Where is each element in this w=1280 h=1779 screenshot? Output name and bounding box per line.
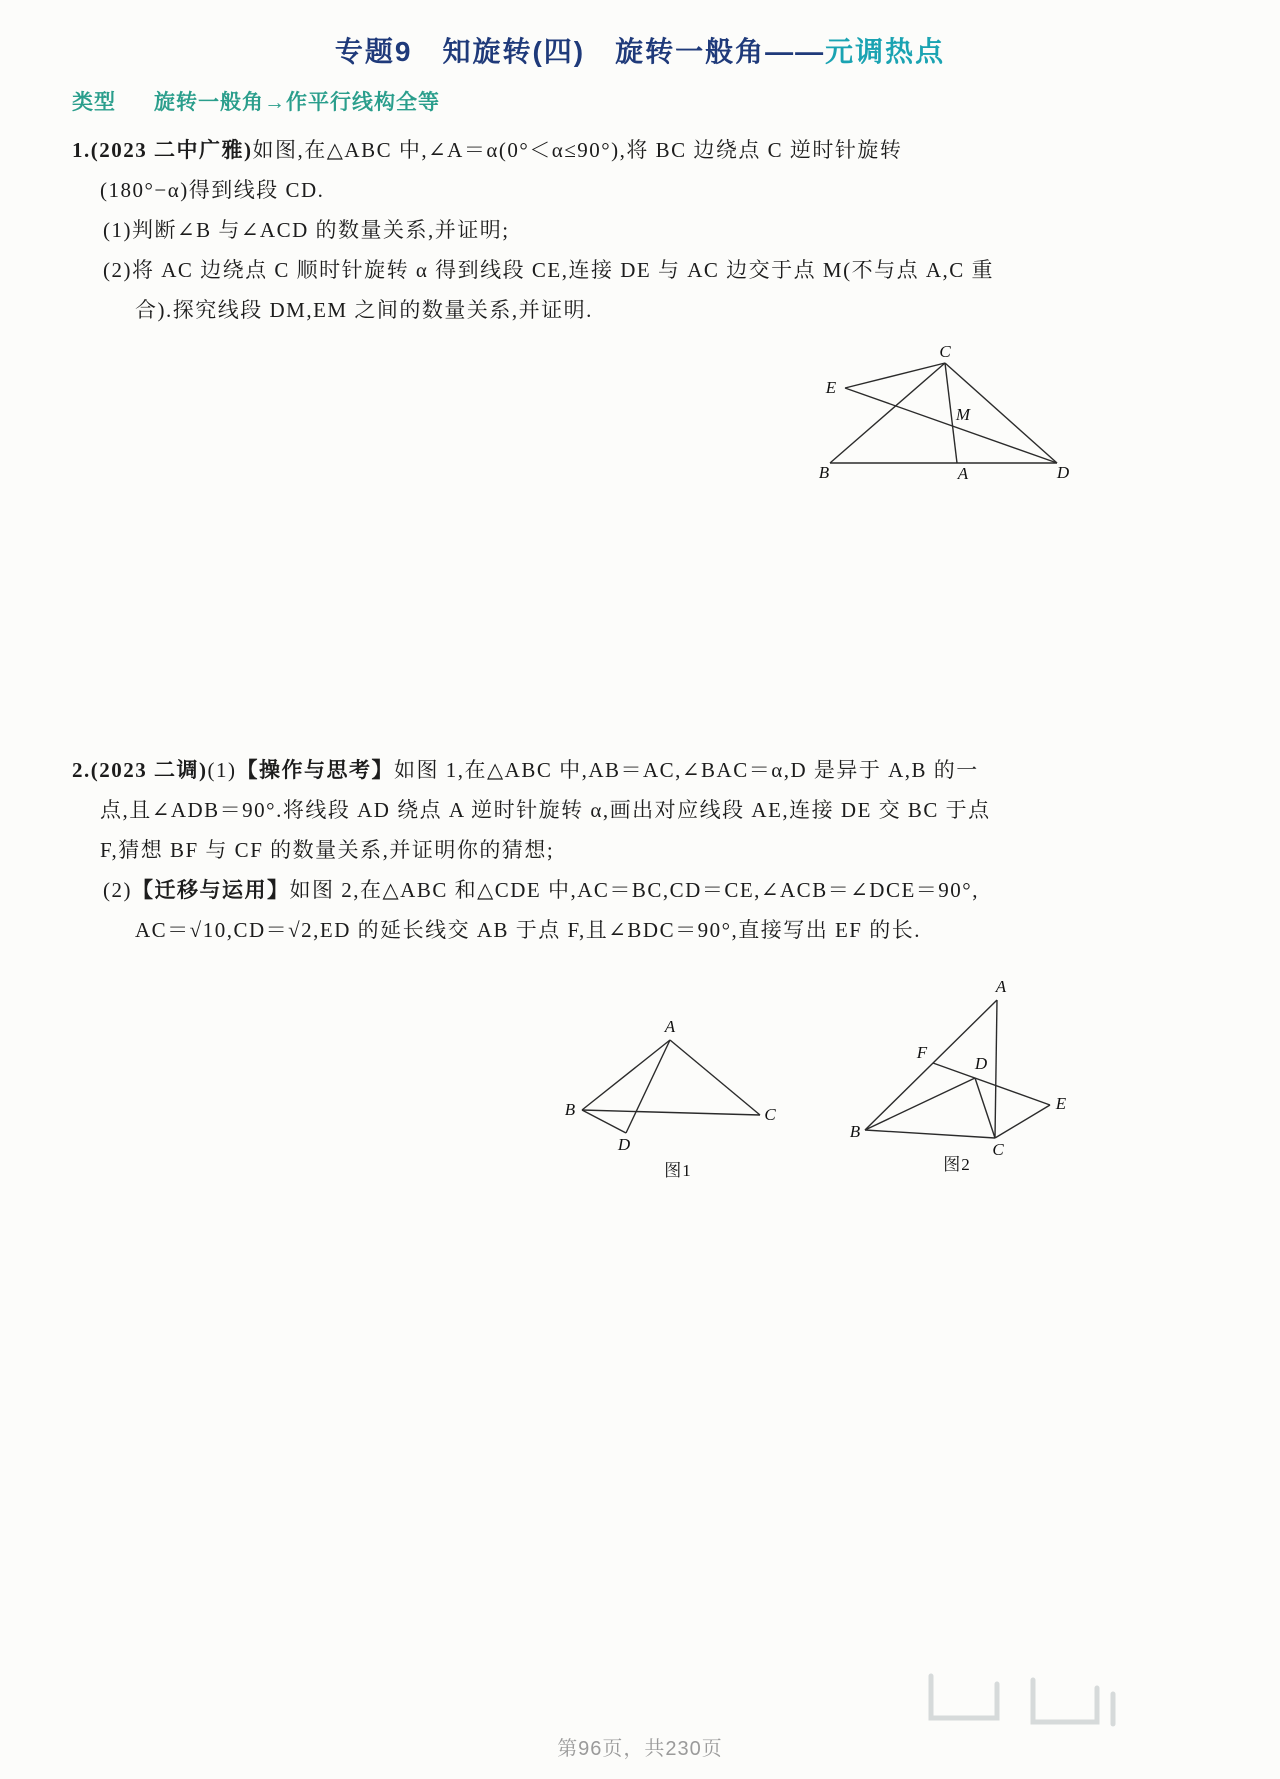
point-label-C: C (992, 1140, 1004, 1159)
stamp-mark (925, 1672, 1120, 1737)
point-label-E: E (825, 378, 837, 397)
point-label-D: D (617, 1135, 631, 1154)
type-line (72, 86, 440, 116)
problem2-part-2-cont: AC＝√10,CD＝√2,ED 的延长线交 AB 于点 F,且∠BDC＝90°,直接写出 EF 的长. (135, 918, 921, 942)
problem1-part-2: (2)将 AC 边绕点 C 顺时针旋转 α 得到线段 CE,连接 DE 与 AC 边交于点 M(不与点 A,C 重 (103, 258, 995, 282)
problem2-line-2: 点,且∠ADB＝90°.将线段 AD 绕点 A 逆时针旋转 α,画出对应线段 AE,连接 DE 交 BC 于点 (100, 798, 991, 822)
page-title (0, 30, 1280, 70)
page-title-highlight: 元调热点 (825, 36, 946, 67)
problem2-figure-1 (558, 1018, 793, 1183)
problem2-figure-2 (845, 980, 1080, 1176)
problem1-part-2-cont: 合).探究线段 DM,EM 之间的数量关系,并证明. (135, 298, 593, 322)
problem-1 (72, 130, 1224, 330)
problem2-intro: 如图 1,在△ABC 中,AB＝AC,∠BAC＝α,D 是异于 A,B 的一 (394, 758, 979, 782)
point-label-F: F (916, 1043, 928, 1062)
point-label-B: B (818, 463, 830, 482)
point-label-D: D (1056, 463, 1070, 482)
problem-2 (72, 750, 1224, 950)
problem1-part-1: (1)判断∠B 与∠ACD 的数量关系,并证明; (103, 218, 510, 242)
problem2-tag-1: 【操作与思考】 (236, 758, 394, 782)
problem1-line-2: (180°−α)得到线段 CD. (100, 178, 325, 202)
problem2-part-2 (72, 870, 1224, 910)
page-title-main: 专题9 知旋转(四) 旋转一般角—— (334, 36, 826, 67)
problem2-line-1 (72, 750, 1224, 790)
problem2-heading: 2.(2023 二调) (72, 758, 208, 782)
figure2-lines (865, 1000, 1050, 1138)
problem2-part2-label: (2) (103, 878, 132, 902)
problem2-line-3: F,猜想 BF 与 CF 的数量关系,并证明你的猜想; (100, 838, 555, 862)
point-label-B: B (849, 1122, 861, 1141)
problem1-line-1 (72, 130, 1224, 170)
point-label-M: M (955, 405, 971, 424)
problem2-part2-text: 如图 2,在△ABC 和△CDE 中,AC＝BC,CD＝CE,∠ACB＝∠DCE＝90°, (289, 878, 979, 902)
figure1-caption: 图1 (664, 1161, 692, 1180)
point-label-C: C (764, 1105, 776, 1124)
page-number: 第96页，共230页 (557, 1738, 723, 1760)
type-text: 旋转一般角→作平行线构全等 (154, 91, 440, 114)
point-label-A: A (995, 980, 1007, 996)
problem1-figure-lines (830, 363, 1057, 463)
type-label: 类型 (72, 91, 116, 114)
point-label-D: D (974, 1054, 988, 1073)
problem1-heading: 1.(2023 二中广雅) (72, 138, 253, 162)
point-label-B: B (564, 1100, 576, 1119)
problem2-part1-label: (1) (207, 758, 237, 782)
problem2-tag-2: 【迁移与运用】 (132, 878, 290, 902)
problem1-intro: 如图,在△ABC 中,∠A＝α(0°＜α≤90°),将 BC 边绕点 C 逆时针旋转 (252, 138, 903, 162)
point-label-A: A (664, 1018, 676, 1036)
problem1-figure (812, 345, 1087, 485)
point-label-A: A (957, 464, 969, 483)
point-label-C: C (939, 345, 951, 361)
figure1-lines (582, 1040, 760, 1133)
point-label-E: E (1055, 1094, 1067, 1113)
figure2-caption: 图2 (943, 1155, 971, 1174)
